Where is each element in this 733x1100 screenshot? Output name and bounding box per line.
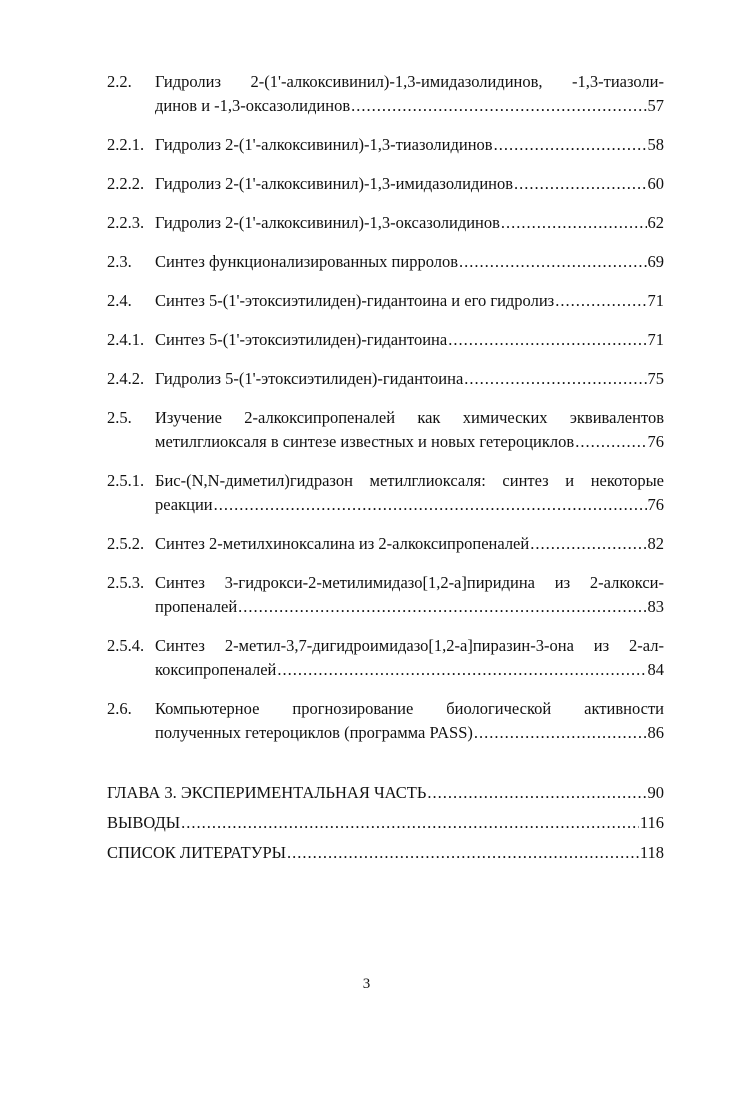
toc-title-line: Синтез 3-гидрокси-2-метилимидазо[1,2-a]пиридина из 2-алкокси- [155, 573, 664, 592]
toc-page: 90 [647, 783, 664, 802]
toc-title-line: реакции [155, 495, 213, 514]
toc-page: 76 [647, 495, 664, 514]
dot-leader [555, 289, 646, 313]
dot-leader [575, 430, 646, 454]
toc-entry-2-4-2 [107, 367, 664, 391]
dot-leader [214, 493, 647, 517]
toc-title: Синтез 2-метилхиноксалина из 2-алкоксипропеналей [155, 534, 530, 553]
toc-page: 116 [639, 813, 664, 832]
toc-title-line: пропеналей [155, 597, 238, 616]
toc-number: 2.2.1. [107, 135, 145, 154]
toc-conclusions [107, 811, 664, 835]
toc-number: 2.3. [107, 252, 132, 271]
toc-title: Гидролиз 5-(1'-этоксиэтилиден)-гидантоина [155, 369, 464, 388]
toc-page: 118 [639, 843, 664, 862]
toc-title: Синтез 5-(1'-этоксиэтилиден)-гидантоина и его гидролиз [155, 291, 555, 310]
toc-entry-2-6 [107, 697, 664, 745]
toc-page: 69 [647, 252, 664, 271]
dot-leader [181, 811, 639, 835]
toc-title-line: Гидролиз 2-(1'-алкоксивинил)-1,3-имидазолидинов, -1,3-тиазоли- [155, 72, 664, 91]
toc-references [107, 841, 664, 865]
dot-leader [287, 841, 639, 865]
dot-leader [459, 250, 646, 274]
toc-page: 83 [647, 597, 664, 616]
toc-title-line: динов и -1,3-оксазолидинов [155, 96, 351, 115]
toc-entry-2-2-2 [107, 172, 664, 196]
dot-leader [494, 133, 647, 157]
dot-leader [448, 328, 646, 352]
toc-entry-2-5-3 [107, 571, 664, 619]
dot-leader [277, 658, 646, 682]
toc-title: Синтез 5-(1'-этоксиэтилиден)-гидантоина [155, 330, 448, 349]
toc-chapter-title: СПИСОК ЛИТЕРАТУРЫ [107, 843, 287, 862]
toc-page: 62 [647, 213, 664, 232]
toc-entry-2-2-1 [107, 133, 664, 157]
toc-chapter-title: ГЛАВА 3. ЭКСПЕРИМЕНТАЛЬНАЯ ЧАСТЬ [107, 783, 427, 802]
toc-entry-2-2-3 [107, 211, 664, 235]
toc-page: 57 [647, 96, 664, 115]
toc-number: 2.5.1. [107, 471, 145, 490]
toc-title-line: полученных гетероциклов (программа PASS) [155, 723, 473, 742]
toc-title-line: Бис-(N,N-диметил)гидразон метилглиоксаля: синтез и некоторые [155, 471, 664, 490]
toc-entry-2-5-4 [107, 634, 664, 682]
dot-leader [474, 721, 647, 745]
toc-title-line: Компьютерное прогнозирование биологической активности [155, 699, 664, 718]
toc-entry-2-4-1 [107, 328, 664, 352]
toc-entry-2-5 [107, 406, 664, 454]
dot-leader [351, 94, 646, 118]
toc-page: 84 [647, 660, 664, 679]
toc-page: 82 [647, 534, 664, 553]
toc-number: 2.5.2. [107, 534, 145, 553]
toc-page: 71 [647, 291, 664, 310]
toc-number: 2.2. [107, 72, 132, 91]
toc-title-line: Изучение 2-алкоксипропеналей как химических эквивалентов [155, 408, 664, 427]
toc-number: 2.2.3. [107, 213, 145, 232]
toc-number: 2.4.2. [107, 369, 145, 388]
dot-leader [427, 781, 646, 805]
toc-number: 2.2.2. [107, 174, 145, 193]
toc-page: 76 [647, 432, 664, 451]
toc-title: Синтез функционализированных пирролов [155, 252, 459, 271]
toc-number: 2.5. [107, 408, 132, 427]
toc-entry-2-2 [107, 70, 664, 118]
toc-title-line: метилглиоксаля в синтезе известных и новых гетероциклов [155, 432, 575, 451]
toc-page: 75 [647, 369, 664, 388]
toc-chapter-3 [107, 781, 664, 805]
toc-page: 86 [647, 723, 664, 742]
toc-entry-2-4 [107, 289, 664, 313]
toc-title-line: коксипропеналей [155, 660, 277, 679]
toc-page: 58 [647, 135, 664, 154]
toc-entry-2-5-2 [107, 532, 664, 556]
table-of-contents [107, 70, 664, 865]
toc-page: 60 [647, 174, 664, 193]
toc-number: 2.5.3. [107, 573, 145, 592]
toc-page: 71 [647, 330, 664, 349]
toc-title: Гидролиз 2-(1'-алкоксивинил)-1,3-тиазолидинов [155, 135, 493, 154]
toc-number: 2.4. [107, 291, 132, 310]
toc-title: Гидролиз 2-(1'-алкоксивинил)-1,3-имидазолидинов [155, 174, 514, 193]
dot-leader [501, 211, 647, 235]
dot-leader [530, 532, 646, 556]
dot-leader [514, 172, 646, 196]
toc-chapter-title: ВЫВОДЫ [107, 813, 181, 832]
toc-number: 2.4.1. [107, 330, 145, 349]
toc-title-line: Синтез 2-метил-3,7-дигидроимидазо[1,2-a]пиразин-3-она из 2-ал- [155, 636, 664, 655]
dot-leader [238, 595, 646, 619]
toc-number: 2.6. [107, 699, 132, 718]
toc-number: 2.5.4. [107, 636, 145, 655]
toc-entry-2-3 [107, 250, 664, 274]
toc-title: Гидролиз 2-(1'-алкоксивинил)-1,3-оксазолидинов [155, 213, 500, 232]
toc-entry-2-5-1 [107, 469, 664, 517]
page-number: 3 [362, 976, 371, 992]
dot-leader [464, 367, 646, 391]
